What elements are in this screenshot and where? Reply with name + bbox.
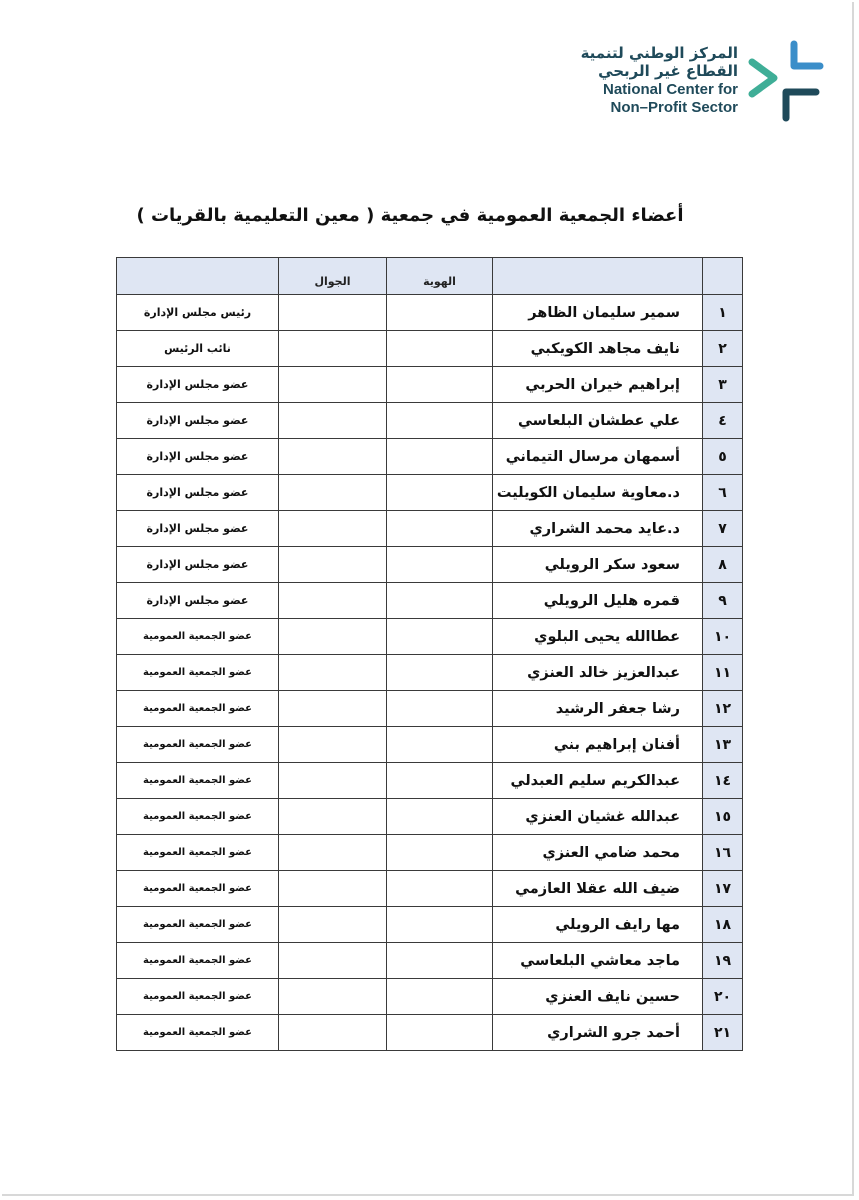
- logo-arabic-line1: المركز الوطني لتنمية: [580, 44, 738, 62]
- member-name: ماجد معاشي البلعاسي: [493, 943, 703, 979]
- member-name: أسمهان مرسال التيماني: [493, 439, 703, 475]
- logo-mark-icon: [744, 40, 826, 122]
- table-row: [117, 403, 743, 439]
- member-id: [387, 403, 493, 439]
- member-role: عضو الجمعية العمومية: [117, 871, 279, 907]
- table-row: [117, 619, 743, 655]
- member-phone: [279, 403, 387, 439]
- document-title: أعضاء الجمعية العمومية في جمعية ( معين التعليمية بالقريات ): [136, 205, 684, 226]
- table-row: [117, 691, 743, 727]
- member-id: [387, 511, 493, 547]
- member-role: عضو مجلس الإدارة: [117, 403, 279, 439]
- member-role: عضو الجمعية العمومية: [117, 655, 279, 691]
- table-header-row: [117, 258, 743, 295]
- member-id: [387, 331, 493, 367]
- member-number: ١١: [703, 655, 743, 691]
- member-role: رئيس مجلس الإدارة: [117, 295, 279, 331]
- table-row: [117, 331, 743, 367]
- table-row: [117, 871, 743, 907]
- member-role: عضو مجلس الإدارة: [117, 583, 279, 619]
- member-role: عضو الجمعية العمومية: [117, 835, 279, 871]
- member-id: [387, 979, 493, 1015]
- logo-english-line1: National Center for: [602, 81, 738, 98]
- header-name: [493, 258, 703, 295]
- member-name: عبدالكريم سليم العبدلي: [493, 763, 703, 799]
- member-id: [387, 763, 493, 799]
- member-name: أحمد جرو الشراري: [493, 1015, 703, 1051]
- member-name: مها رايف الرويلي: [493, 907, 703, 943]
- member-phone: [279, 295, 387, 331]
- organization-logo: [560, 40, 830, 130]
- member-id: [387, 655, 493, 691]
- member-id: [387, 475, 493, 511]
- member-name: أفنان إبراهيم بني: [493, 727, 703, 763]
- member-number: ١٨: [703, 907, 743, 943]
- table-row: [117, 367, 743, 403]
- logo-english-line2: Non–Profit Sector: [610, 99, 738, 116]
- member-number: ١٤: [703, 763, 743, 799]
- member-name: حسين نايف العنزي: [493, 979, 703, 1015]
- member-role: عضو مجلس الإدارة: [117, 367, 279, 403]
- member-name: ضيف الله عقلا العازمي: [493, 871, 703, 907]
- member-phone: [279, 979, 387, 1015]
- member-id: [387, 691, 493, 727]
- member-id: [387, 727, 493, 763]
- member-id: [387, 907, 493, 943]
- member-role: عضو مجلس الإدارة: [117, 439, 279, 475]
- member-name: سمير سليمان الظاهر: [493, 295, 703, 331]
- member-phone: [279, 1015, 387, 1051]
- member-phone: [279, 799, 387, 835]
- member-id: [387, 619, 493, 655]
- member-number: ٢٠: [703, 979, 743, 1015]
- member-phone: [279, 907, 387, 943]
- member-id: [387, 943, 493, 979]
- member-role: نائب الرئيس: [117, 331, 279, 367]
- member-number: ٢: [703, 331, 743, 367]
- header-num: [703, 258, 743, 295]
- member-id: [387, 799, 493, 835]
- member-phone: [279, 583, 387, 619]
- member-role: عضو الجمعية العمومية: [117, 907, 279, 943]
- member-phone: [279, 439, 387, 475]
- member-id: [387, 295, 493, 331]
- member-number: ١٣: [703, 727, 743, 763]
- member-phone: [279, 511, 387, 547]
- table-row: [117, 295, 743, 331]
- member-name: إبراهيم خيران الحربي: [493, 367, 703, 403]
- member-id: [387, 871, 493, 907]
- member-name: قمره هليل الرويلي: [493, 583, 703, 619]
- member-id: [387, 835, 493, 871]
- member-id: [387, 547, 493, 583]
- member-phone: [279, 871, 387, 907]
- logo-arabic-line2: القطاع غير الربحي: [598, 62, 738, 80]
- table-row: [117, 979, 743, 1015]
- member-name: سعود سكر الرويلي: [493, 547, 703, 583]
- member-id: [387, 1015, 493, 1051]
- table-row: [117, 799, 743, 835]
- member-phone: [279, 835, 387, 871]
- member-phone: [279, 619, 387, 655]
- member-phone: [279, 763, 387, 799]
- table-row: [117, 475, 743, 511]
- member-phone: [279, 475, 387, 511]
- member-phone: [279, 547, 387, 583]
- header-role: [117, 258, 279, 295]
- member-phone: [279, 691, 387, 727]
- member-id: [387, 439, 493, 475]
- logo-text: [581, 46, 738, 118]
- member-role: عضو الجمعية العمومية: [117, 943, 279, 979]
- member-name: محمد ضامي العنزي: [493, 835, 703, 871]
- member-name: عطاالله يحيى البلوي: [493, 619, 703, 655]
- member-name: علي عطشان البلعاسي: [493, 403, 703, 439]
- member-number: ٦: [703, 475, 743, 511]
- member-phone: [279, 943, 387, 979]
- member-name: د.معاوية سليمان الكويليت: [493, 475, 703, 511]
- member-number: ٤: [703, 403, 743, 439]
- table-row: [117, 1015, 743, 1051]
- member-number: ١٠: [703, 619, 743, 655]
- member-id: [387, 367, 493, 403]
- member-name: عبدالعزيز خالد العنزي: [493, 655, 703, 691]
- table-row: [117, 907, 743, 943]
- member-role: عضو الجمعية العمومية: [117, 619, 279, 655]
- member-phone: [279, 331, 387, 367]
- member-role: عضو الجمعية العمومية: [117, 727, 279, 763]
- table-row: [117, 835, 743, 871]
- member-number: ١٩: [703, 943, 743, 979]
- member-phone: [279, 655, 387, 691]
- table-row: [117, 655, 743, 691]
- member-name: رشا جعفر الرشيد: [493, 691, 703, 727]
- member-role: عضو الجمعية العمومية: [117, 763, 279, 799]
- member-number: ٩: [703, 583, 743, 619]
- member-number: ١٥: [703, 799, 743, 835]
- member-name: نايف مجاهد الكويكبي: [493, 331, 703, 367]
- member-role: عضو الجمعية العمومية: [117, 799, 279, 835]
- table-row: [117, 511, 743, 547]
- member-number: ١٦: [703, 835, 743, 871]
- member-id: [387, 583, 493, 619]
- table-row: [117, 583, 743, 619]
- member-phone: [279, 727, 387, 763]
- table-row: [117, 547, 743, 583]
- member-name: د.عايد محمد الشراري: [493, 511, 703, 547]
- member-role: عضو الجمعية العمومية: [117, 979, 279, 1015]
- member-role: عضو مجلس الإدارة: [117, 511, 279, 547]
- header-phone: الجوال: [279, 258, 387, 295]
- table-row: [117, 943, 743, 979]
- member-role: عضو الجمعية العمومية: [117, 691, 279, 727]
- member-role: عضو الجمعية العمومية: [117, 1015, 279, 1051]
- member-name: عبدالله غشيان العنزي: [493, 799, 703, 835]
- member-number: ١٢: [703, 691, 743, 727]
- member-number: ٣: [703, 367, 743, 403]
- member-role: عضو مجلس الإدارة: [117, 475, 279, 511]
- member-number: ٧: [703, 511, 743, 547]
- members-table: [116, 257, 743, 1051]
- member-phone: [279, 367, 387, 403]
- table-row: [117, 763, 743, 799]
- header-id: الهوية: [387, 258, 493, 295]
- member-number: ١: [703, 295, 743, 331]
- member-role: عضو مجلس الإدارة: [117, 547, 279, 583]
- member-number: ٨: [703, 547, 743, 583]
- member-number: ١٧: [703, 871, 743, 907]
- table-row: [117, 439, 743, 475]
- member-number: ٥: [703, 439, 743, 475]
- member-number: ٢١: [703, 1015, 743, 1051]
- table-row: [117, 727, 743, 763]
